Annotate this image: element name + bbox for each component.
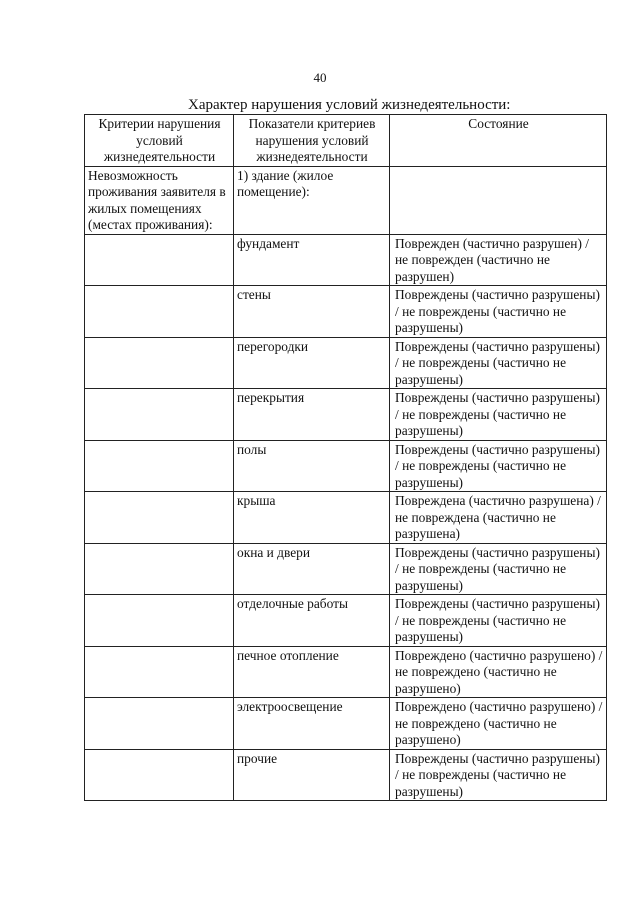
criterion-cell: Невозможность проживания заявителя в жилых помещениях (местах проживания): [85,166,234,234]
state-cell: Повреждены (частично разрушены) / не повреждены (частично не разрушены) [390,749,607,801]
state-cell: Повреждены (частично разрушены) / не повреждены (частично не разрушены) [390,337,607,389]
table-row [85,543,607,595]
building-cell: 1) здание (жилое помещение): [234,166,390,234]
header-state: Состояние [390,115,607,167]
table-row [85,440,607,492]
state-cell: Повреждено (частично разрушено) / не повреждено (частично не разрушено) [390,646,607,698]
criteria-table [84,114,607,801]
state-cell: Повреждена (частично разрушена) / не повреждена (частично не разрушена) [390,492,607,544]
header-criteria: Критерии нарушения условий жизнедеятельности [85,115,234,167]
table-row-building [85,166,607,234]
criterion-continued-cell [85,543,234,595]
state-cell: Повреждено (частично разрушено) / не повреждено (частично не разрушено) [390,698,607,750]
state-cell: Поврежден (частично разрушен) / не поврежден (частично не разрушен) [390,234,607,286]
document-title: Характер нарушения условий жизнедеятельности: [188,97,511,113]
criterion-continued-cell [85,337,234,389]
table-row [85,646,607,698]
page-number: 40 [313,70,327,85]
header-indicators: Показатели критериев нарушения условий жизнедеятельности [234,115,390,167]
table-row [85,749,607,801]
table-body [85,115,607,801]
table-header-row [85,115,607,167]
indicator-cell: печное отопление [234,646,390,698]
indicator-cell: перекрытия [234,389,390,441]
state-cell: Повреждены (частично разрушены) / не повреждены (частично не разрушены) [390,286,607,338]
table-row [85,595,607,647]
criterion-continued-cell [85,286,234,338]
table-row [85,286,607,338]
table-row [85,698,607,750]
table-row [85,492,607,544]
criterion-continued-cell [85,234,234,286]
criterion-continued-cell [85,698,234,750]
criterion-continued-cell [85,595,234,647]
indicator-cell: прочие [234,749,390,801]
state-cell: Повреждены (частично разрушены) / не повреждены (частично не разрушены) [390,595,607,647]
table-row [85,337,607,389]
indicator-cell: электроосвещение [234,698,390,750]
indicator-cell: полы [234,440,390,492]
criterion-continued-cell [85,749,234,801]
building-state-cell [390,166,607,234]
indicator-cell: окна и двери [234,543,390,595]
indicator-cell: отделочные работы [234,595,390,647]
table-row [85,389,607,441]
state-cell: Повреждены (частично разрушены) / не повреждены (частично не разрушены) [390,389,607,441]
indicator-cell: перегородки [234,337,390,389]
table-row [85,234,607,286]
indicator-cell: стены [234,286,390,338]
criterion-continued-cell [85,646,234,698]
state-cell: Повреждены (частично разрушены) / не повреждены (частично не разрушены) [390,543,607,595]
criterion-continued-cell [85,492,234,544]
criterion-continued-cell [85,389,234,441]
state-cell: Повреждены (частично разрушены) / не повреждены (частично не разрушены) [390,440,607,492]
criterion-continued-cell [85,440,234,492]
indicator-cell: фундамент [234,234,390,286]
indicator-cell: крыша [234,492,390,544]
